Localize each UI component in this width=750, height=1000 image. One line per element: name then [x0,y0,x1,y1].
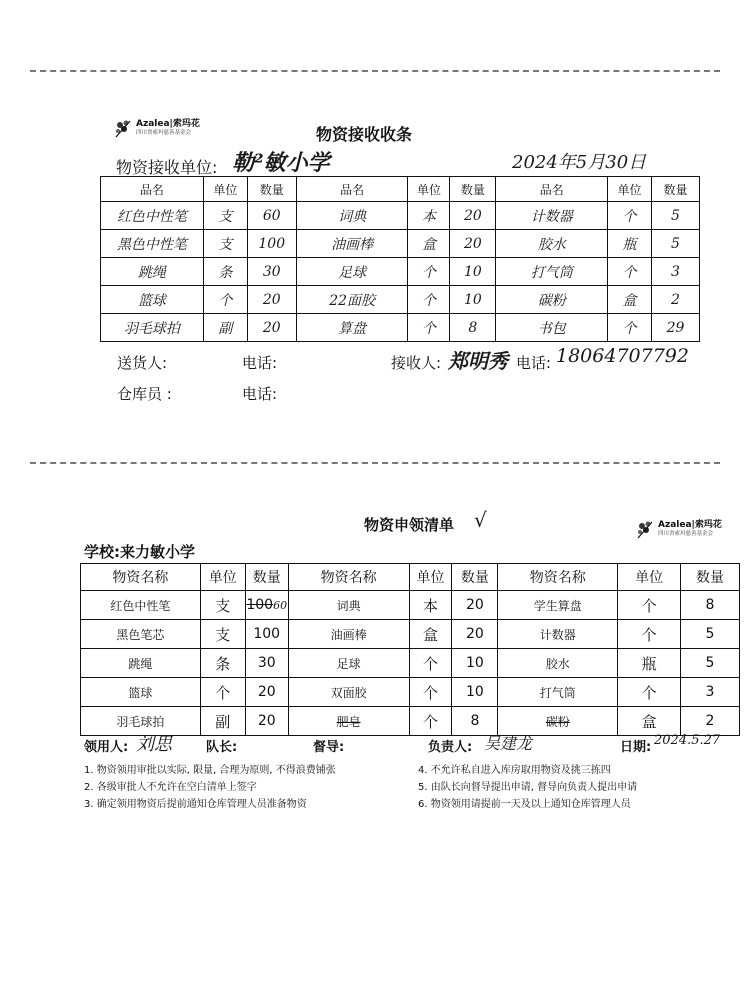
applicant-signature: 刘思 [136,734,172,755]
rule-4: 4. 不允许私自进入库房取用物资及挑三拣四 [418,765,611,776]
date-label: 日期: [620,740,652,755]
qty-cell: 20 [247,286,296,314]
applicant-label: 领用人: [84,740,129,755]
unit-cell: 个 [409,707,452,736]
rule-1: 1. 物资领用审批以实际, 限量, 合理为原则, 不得浪费铺张 [84,765,336,776]
header-cell: 数量 [452,564,498,591]
header-cell: 物资名称 [81,564,201,591]
unit-cell: 个 [409,649,452,678]
receipt-title: 物资接收收条 [316,125,413,144]
item-name-cell: 黑色中性笔 [101,230,204,258]
unit-cell: 盒 [608,286,652,314]
qty-cell: 100 [245,620,288,649]
qty-cell: 5 [652,230,700,258]
date-value: 2024.5.27 [654,733,721,748]
qty-cell: 100 [247,230,296,258]
unit-cell: 副 [203,314,247,342]
receipt-unit-value: 勒²敏小学 [232,150,330,176]
qty-cell: 2 [652,286,700,314]
middle-cut-line [30,462,720,464]
item-name-cell: 羽毛球拍 [81,707,201,736]
request-logo [634,518,722,540]
qty-cell: 8 [452,707,498,736]
logo-brand-text: Azalea|索玛花 [658,520,722,530]
qty-cell: 5 [681,649,740,678]
check-mark: √ [474,508,487,532]
item-name-cell: 算盘 [296,314,408,342]
qty-cell: 10 [452,678,498,707]
unit-cell: 个 [203,286,247,314]
table-row [81,707,740,736]
unit-cell: 支 [200,620,245,649]
unit-cell: 个 [408,258,450,286]
qty-cell: 8 [681,591,740,620]
corrected-qty: 60 [273,599,288,612]
qty-cell: 30 [247,258,296,286]
warehouse-label: 仓库员 : [117,385,172,403]
qty-cell: 60 [247,202,296,230]
header-cell: 品名 [296,177,408,202]
azalea-flower-icon [112,117,134,139]
unit-cell: 本 [408,202,450,230]
unit-cell: 个 [408,286,450,314]
header-cell: 品名 [101,177,204,202]
receiver-label: 接收人: [391,354,442,372]
item-name-cell: 学生算盘 [498,591,618,620]
item-name-cell: 22面胶 [296,286,408,314]
supervisor-label: 督导: [313,740,345,755]
item-name-cell: 足球 [288,649,409,678]
unit-cell: 盒 [409,620,452,649]
logo-sub-text: 四川省索玛慈善基金会 [658,531,714,537]
qty-cell: 2 [681,707,740,736]
qty-cell: 5 [652,202,700,230]
qty-cell: 29 [652,314,700,342]
qty-cell: 10 [450,286,496,314]
sender-phone-label: 电话: [242,354,278,372]
request-title: 物资申领清单 [364,516,455,534]
rule-3: 3. 确定领用物资后提前通知仓库管理人员准备物资 [84,799,307,810]
qty-cell: 20 [245,678,288,707]
item-name-cell: 词典 [288,591,409,620]
item-name-cell-struck: 碳粉 [498,707,618,736]
header-cell: 数量 [247,177,296,202]
table-row [81,591,740,620]
item-name-cell: 油画棒 [296,230,408,258]
item-name-cell: 书包 [496,314,608,342]
item-name-cell: 词典 [296,202,408,230]
qty-cell-corrected [245,591,288,620]
unit-cell: 副 [200,707,245,736]
qty-cell: 20 [245,707,288,736]
receipt-logo [112,117,200,139]
receipt-table [100,176,700,342]
captain-label: 队长: [206,740,238,755]
receipt-unit-label: 物资接收单位: [116,158,218,177]
qty-cell: 30 [245,649,288,678]
qty-cell: 10 [452,649,498,678]
table-row [101,202,700,230]
unit-cell: 条 [203,258,247,286]
rule-6: 6. 物资领用请提前一天及以上通知仓库管理人员 [418,799,631,810]
unit-cell: 支 [200,591,245,620]
unit-cell: 个 [608,202,652,230]
crossed-out-qty: 100 [246,597,274,613]
receipt-date: 2024年5月30日 [512,152,647,173]
item-name-cell: 跳绳 [101,258,204,286]
item-name-cell-struck: 肥皂 [288,707,409,736]
unit-cell: 个 [608,258,652,286]
unit-cell: 个 [618,678,681,707]
receiver-phone-label: 电话: [516,354,552,372]
rule-5: 5. 由队长向督导提出申请, 督导向负责人提出申请 [418,782,638,793]
item-name-cell: 篮球 [81,678,201,707]
logo-sub-text: 四川省索玛慈善基金会 [136,130,192,136]
qty-cell: 5 [681,620,740,649]
receiver-phone: 18064707792 [556,345,689,367]
unit-cell: 个 [618,620,681,649]
item-name-cell: 计数器 [498,620,618,649]
qty-cell: 8 [450,314,496,342]
top-cut-line [30,70,720,72]
unit-cell: 盒 [618,707,681,736]
header-cell: 数量 [450,177,496,202]
header-cell: 单位 [408,177,450,202]
unit-cell: 个 [408,314,450,342]
manager-signature: 吴建龙 [484,734,533,753]
unit-cell: 瓶 [608,230,652,258]
item-name-cell: 黑色笔芯 [81,620,201,649]
request-table [80,563,740,736]
unit-cell: 个 [200,678,245,707]
qty-cell: 3 [652,258,700,286]
header-cell: 数量 [652,177,700,202]
item-name-cell: 红色中性笔 [81,591,201,620]
unit-cell: 盒 [408,230,450,258]
unit-cell: 支 [203,230,247,258]
item-name-cell: 胶水 [496,230,608,258]
manager-label: 负责人: [428,740,473,755]
unit-cell: 个 [608,314,652,342]
header-cell: 物资名称 [498,564,618,591]
unit-cell: 个 [409,678,452,707]
header-cell: 单位 [618,564,681,591]
qty-cell: 20 [247,314,296,342]
receipt-header-row [101,177,700,202]
qty-cell: 3 [681,678,740,707]
item-name-cell: 胶水 [498,649,618,678]
item-name-cell: 红色中性笔 [101,202,204,230]
table-row [101,314,700,342]
receiver-signature: 郑明秀 [448,349,508,373]
item-name-cell: 碳粉 [496,286,608,314]
header-cell: 数量 [681,564,740,591]
table-row [81,678,740,707]
school-label: 学校:来力敏小学 [84,543,195,561]
item-name-cell: 打气筒 [498,678,618,707]
qty-cell: 20 [452,620,498,649]
header-cell: 单位 [203,177,247,202]
header-cell: 品名 [496,177,608,202]
sender-label: 送货人: [117,354,168,372]
item-name-cell: 跳绳 [81,649,201,678]
item-name-cell: 双面胶 [288,678,409,707]
unit-cell: 本 [409,591,452,620]
item-name-cell: 足球 [296,258,408,286]
table-row [101,230,700,258]
header-cell: 单位 [608,177,652,202]
qty-cell: 20 [450,202,496,230]
request-header-row [81,564,740,591]
table-row [101,258,700,286]
unit-cell: 瓶 [618,649,681,678]
header-cell: 单位 [409,564,452,591]
table-row [101,286,700,314]
warehouse-phone-label: 电话: [242,385,278,403]
logo-brand-text: Azalea|索玛花 [136,119,200,129]
qty-cell: 20 [450,230,496,258]
item-name-cell: 油画棒 [288,620,409,649]
item-name-cell: 羽毛球拍 [101,314,204,342]
item-name-cell: 计数器 [496,202,608,230]
item-name-cell: 篮球 [101,286,204,314]
qty-cell: 10 [450,258,496,286]
table-row [81,620,740,649]
azalea-flower-icon [634,518,656,540]
table-row [81,649,740,678]
qty-cell: 20 [452,591,498,620]
unit-cell: 条 [200,649,245,678]
unit-cell: 支 [203,202,247,230]
rule-2: 2. 各级审批人不允许在空白清单上签字 [84,782,257,793]
header-cell: 数量 [245,564,288,591]
item-name-cell: 打气筒 [496,258,608,286]
unit-cell: 个 [618,591,681,620]
header-cell: 单位 [200,564,245,591]
header-cell: 物资名称 [288,564,409,591]
